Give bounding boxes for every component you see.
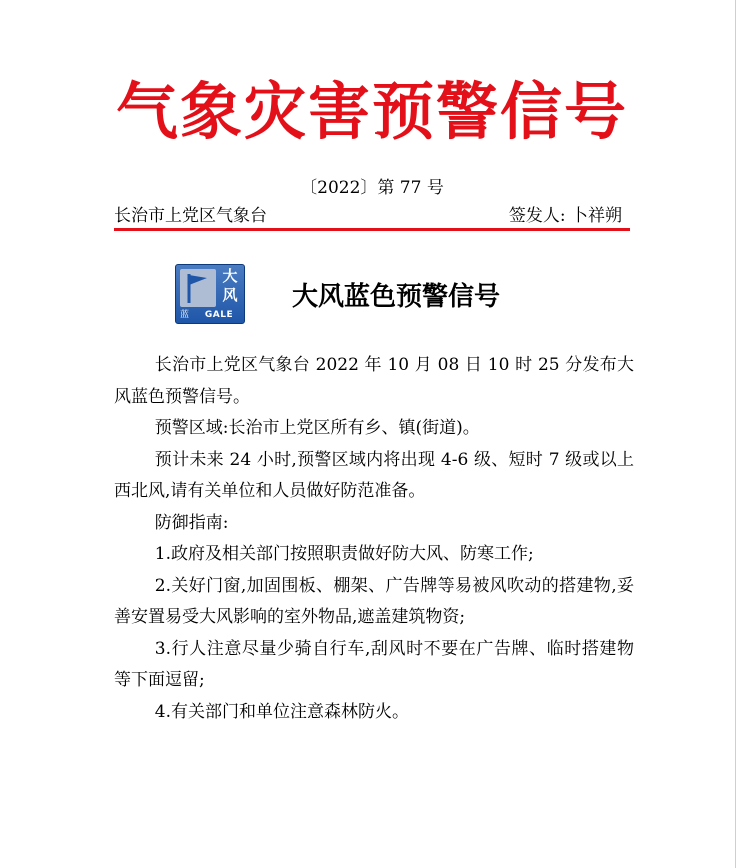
icon-char-lan: 蓝: [180, 310, 190, 320]
icon-gale-label: GALE: [204, 310, 234, 320]
signer: 签发人: 卜祥朔: [508, 206, 622, 226]
issuer-name: 长治市上党区气象台: [114, 206, 267, 226]
warning-title: 大风蓝色预警信号: [292, 282, 501, 312]
guide-item-1: 1.政府及相关部门按照职责做好防大风、防寒工作;: [154, 544, 534, 564]
paragraph-area: 预警区域:长治市上党区所有乡、镇(街道)。: [154, 418, 480, 438]
body-text: [114, 350, 634, 728]
guide-item-4: 4.有关部门和单位注意森林防火。: [154, 701, 410, 722]
icon-char-da: 大: [222, 267, 238, 285]
icon-char-feng: 风: [222, 286, 238, 304]
guide-item-2: 2.关好门窗,加固围板、棚架、广告牌等易被风吹动的搭建物,妥善安置易受大风影响的室外物品,遮盖建筑物资;: [114, 575, 634, 627]
issuer-row: [114, 204, 630, 230]
paragraph-guide-heading: 防御指南:: [154, 512, 229, 533]
main-title: 气象灾害预警信号: [115, 75, 628, 148]
red-divider-rule: [114, 228, 630, 231]
paragraph-release: 长治市上党区气象台 2022 年 10 月 08 日 10 时 25 分发布大风蓝色预警信号。: [114, 355, 634, 407]
guide-item-3: 3.行人注意尽量少骑自行车,刮风时不要在广告牌、临时搭建物等下面逗留;: [114, 638, 634, 690]
paragraph-forecast: 预计未来 24 小时,预警区域内将出现 4-6 级、短时 7 级或以上西北风,请有关单位和人员做好防范准备。: [114, 449, 634, 501]
document-number: 〔2022〕第 77 号: [300, 178, 444, 198]
flag-icon: [180, 269, 216, 307]
gale-blue-warning-icon: [175, 264, 245, 324]
